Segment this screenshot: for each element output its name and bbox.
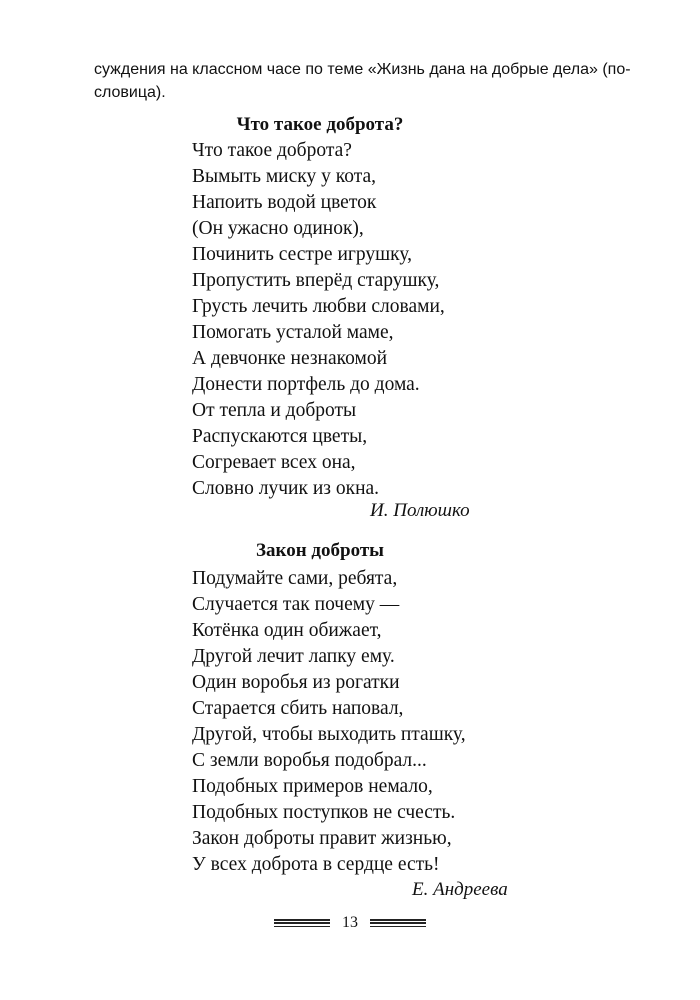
intro-line: суждения на классном часе по теме «Жизнь дана на добрые дела» (по-: [94, 61, 631, 78]
page-number: 13: [342, 914, 358, 931]
poem-line: А девчонке незнакомой: [192, 348, 388, 369]
poem-stanza: [192, 138, 445, 502]
poem-line: Пропустить вперёд старушку,: [192, 270, 440, 291]
intro-paragraph: [94, 58, 634, 104]
page-footer: [0, 914, 700, 932]
footer-rule-right: [370, 919, 426, 927]
poem-line: Донести портфель до дома.: [192, 374, 420, 395]
poem-line: Вымыть миску у кота,: [192, 166, 376, 187]
poem-author: И. Полюшко: [370, 500, 470, 521]
poem-line: Случается так почему —: [192, 594, 400, 615]
poem-line: Подобных поступков не счесть.: [192, 802, 456, 823]
poem-line: У всех доброта в сердце есть!: [192, 854, 440, 875]
poem-line: (Он ужасно одинок),: [192, 218, 364, 239]
poem-line: Закон доброты правит жизнью,: [192, 828, 452, 849]
poem-line: Что такое доброта?: [192, 140, 352, 161]
poem-line: Распускаются цветы,: [192, 426, 368, 447]
poem-line: От тепла и доброты: [192, 400, 357, 421]
poem-line: Напоить водой цветок: [192, 192, 377, 213]
poem-line: Другой лечит лапку ему.: [192, 646, 395, 667]
poem-author: Е. Андреева: [412, 879, 508, 900]
poem-line: Подумайте сами, ребята,: [192, 568, 398, 589]
poem-line: Согревает всех она,: [192, 452, 356, 473]
poem-line: Словно лучик из окна.: [192, 478, 380, 499]
intro-line: словица).: [94, 84, 166, 101]
poem-title: Закон доброты: [255, 540, 385, 561]
poem-line: Грусть лечить любви словами,: [192, 296, 445, 317]
poem-stanza: [192, 566, 466, 878]
poem-title: Что такое доброта?: [236, 114, 404, 135]
footer-rule-left: [274, 919, 330, 927]
poem-line: Починить сестре игрушку,: [192, 244, 413, 265]
poem-line: Котёнка один обижает,: [192, 620, 382, 641]
poem-line: С земли воробья подобрал...: [192, 750, 427, 771]
poem-line: Помогать усталой маме,: [192, 322, 394, 343]
poem-line: Старается сбить наповал,: [192, 698, 404, 719]
poem-line: Подобных примеров немало,: [192, 776, 433, 797]
poem-line: Другой, чтобы выходить пташку,: [192, 724, 466, 745]
poem-line: Один воробья из рогатки: [192, 672, 400, 693]
